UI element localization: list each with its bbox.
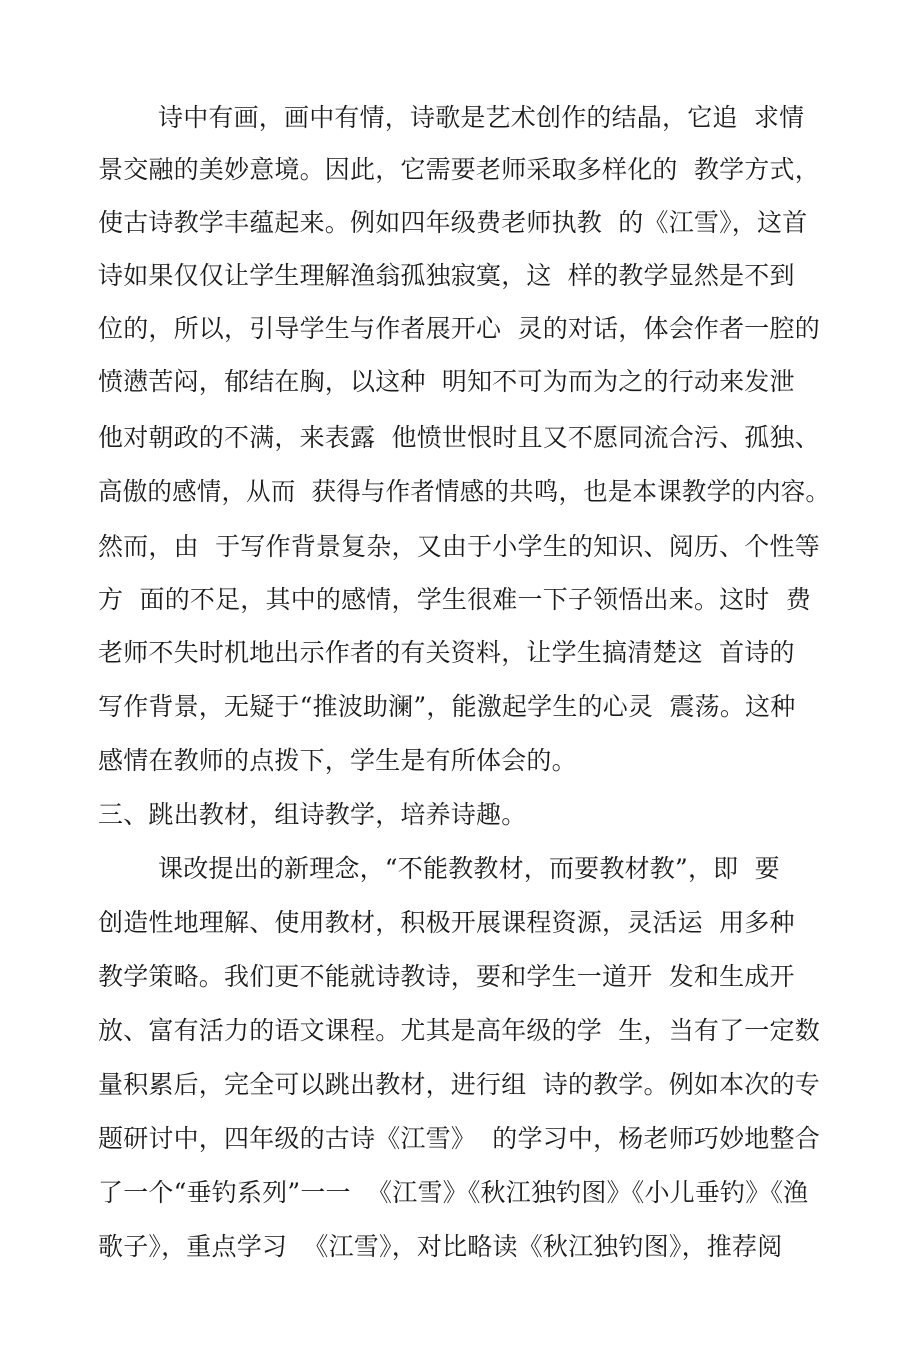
paragraph-1-line-8: 高傲的感情，从而 获得与作者情感的共鸣，也是本课教学的内容。: [98, 477, 831, 506]
section-heading: 三、跳出教材，组诗教学，培养诗趣。: [98, 800, 527, 829]
paragraph-2-line-3: 教学策略。我们更不能就诗教诗，要和学生一道开 发和生成开: [98, 962, 795, 991]
paragraph-1-line-10: 方 面的不足，其中的感情，学生很难一下子领悟出来。这时 费: [98, 585, 811, 614]
paragraph-1-line-6: 愤懑苦闷，郁结在胸，以这种 明知不可为而为之的行动来发泄: [98, 367, 795, 396]
paragraph-1-line-4: 诗如果仅仅让学生理解渔翁孤独寂寞，这 样的教学显然是不到: [98, 261, 795, 290]
paragraph-1-line-9: 然而，由 于写作背景复杂，又由于小学生的知识、阅历、个性等: [98, 532, 820, 561]
paragraph-2-line-8: 歌子》，重点学习 《江雪》，对比略读《秋江独钓图》，推荐阅: [98, 1232, 783, 1261]
paragraph-1-line-13: 感情在教师的点拨下，学生是有所体会的。: [98, 746, 577, 775]
paragraph-1-line-3: 使古诗教学丰蕴起来。例如四年级费老师执教 的《江雪》，这首: [98, 208, 808, 237]
paragraph-1-line-1: 诗中有画，画中有情，诗歌是艺术创作的结晶，它追 求情: [158, 103, 805, 132]
paragraph-1-line-7: 他对朝政的不满，来表露 他愤世恨时且又不愿同流合污、孤独、: [98, 423, 820, 452]
paragraph-2-line-7: 了一个“垂钓系列”一一 《江雪》《秋江独钓图》《小儿垂钓》《渔: [98, 1178, 809, 1207]
paragraph-2-line-4: 放、富有活力的语文课程。尤其是高年级的学 生，当有了一定数: [98, 1016, 820, 1045]
paragraph-2-line-5: 量积累后，完全可以跳出教材，进行组 诗的教学。例如本次的专: [98, 1070, 820, 1099]
paragraph-2-line-1: 课改提出的新理念，“不能教教材，而要教材教”，即 要: [158, 854, 780, 883]
paragraph-1-line-5: 位的，所以，引导学生与作者展开心 灵的对话，体会作者一腔的: [98, 314, 820, 343]
paragraph-2-line-2: 创造性地理解、使用教材，积极开展课程资源，灵活运 用多种: [98, 908, 795, 937]
paragraph-1-line-12: 写作背景，无疑于“推波助澜”，能激起学生的心灵 震荡。这种: [98, 692, 796, 721]
paragraph-2-line-6: 题研讨中，四年级的古诗《江雪》 的学习中，杨老师巧妙地整合: [98, 1124, 820, 1153]
paragraph-1-line-11: 老师不失时机地出示作者的有关资料，让学生搞清楚这 首诗的: [98, 638, 795, 667]
paragraph-1-line-2: 景交融的美妙意境。因此，它需要老师采取多样化的 教学方式，: [98, 155, 820, 184]
